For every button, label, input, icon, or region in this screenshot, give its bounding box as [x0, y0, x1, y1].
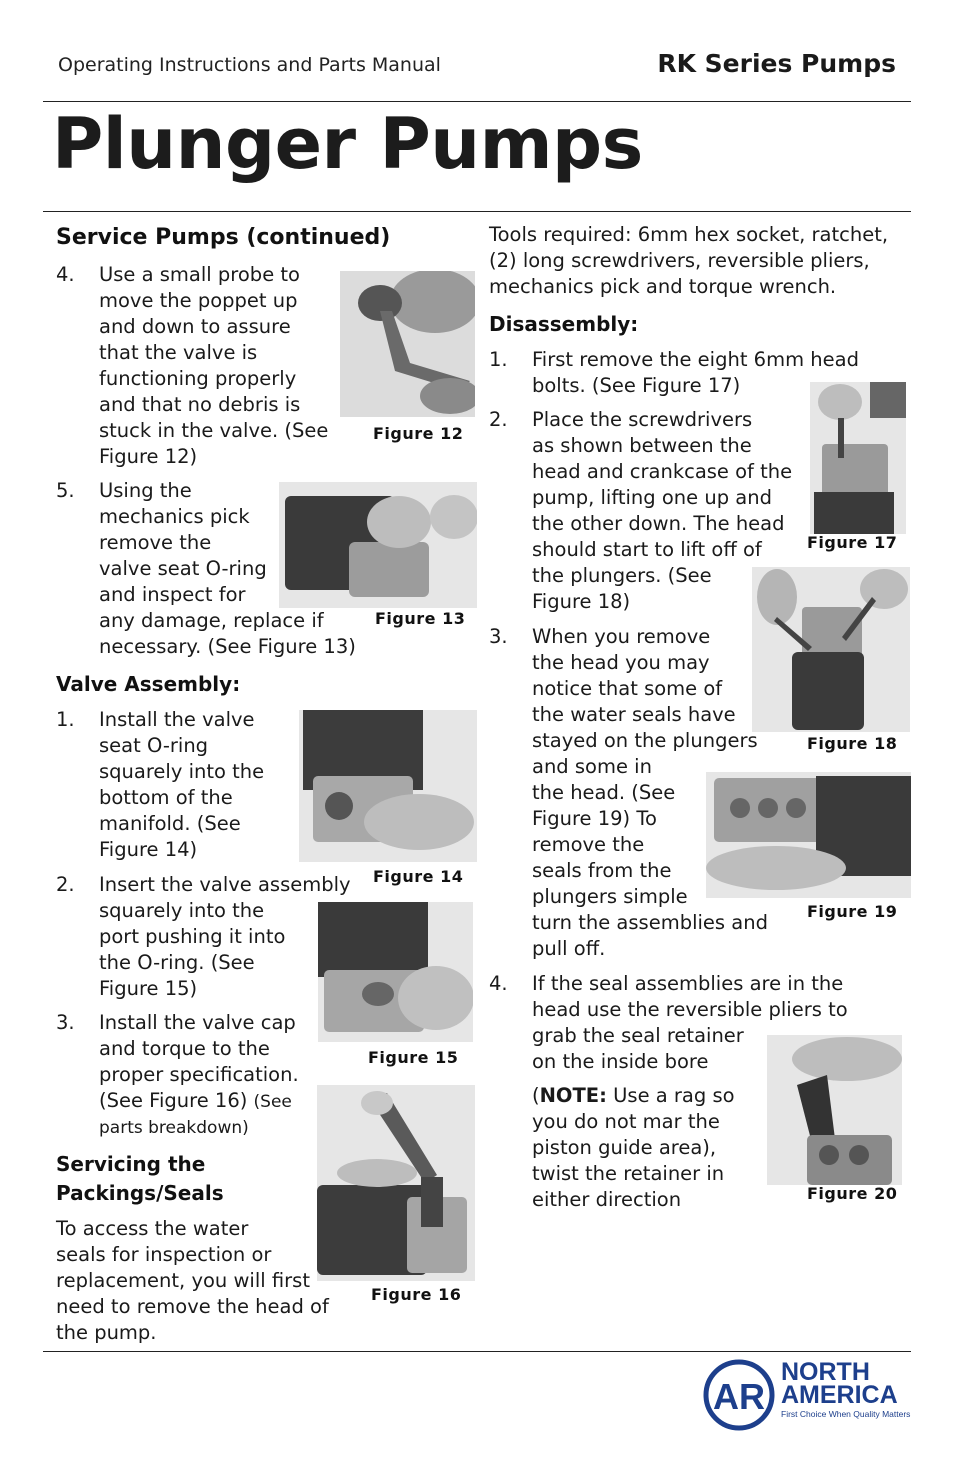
- figure-20-caption: Figure 20: [807, 1184, 898, 1203]
- figure-14-caption: Figure 14: [373, 867, 464, 886]
- valve-step-3-number: 3.: [56, 1011, 75, 1034]
- figure-15-image: [318, 902, 473, 1042]
- valve-assembly-heading: Valve Assembly:: [56, 672, 241, 696]
- figure-19-image: [706, 772, 911, 898]
- logo-north: NORTH: [781, 1358, 870, 1386]
- figure-20-image: [767, 1035, 902, 1185]
- valve-step-2-text: Insert the valve assembly squarely into the port pushing it into the O-ring. (See Figure 15): [99, 873, 351, 1000]
- disassembly-step-1-text: First remove the eight 6mm head bolts. (See Figure 17): [532, 348, 859, 397]
- disassembly-step-2-number: 2.: [489, 408, 508, 431]
- step-4-text: Use a small probe to move the poppet up and down to assure that the valve is functioning properly and that no debris is stuck in the valve. (See Figure 12): [99, 263, 329, 468]
- series-label: RK Series Pumps: [657, 49, 896, 78]
- disassembly-step-3-text: When you remove the head you may notice that some of the water seals have stayed on the plungers and some in the head. (See Figure 19) To remove the seals from the plungers simple turn the assemblies and pull off.: [532, 625, 768, 960]
- footer-rule: [43, 1351, 911, 1352]
- figure-17-image: [810, 382, 906, 534]
- figure-18-caption: Figure 18: [807, 734, 898, 753]
- disassembly-heading: Disassembly:: [489, 312, 639, 336]
- valve-step-1-text: Install the valve seat O-ring squarely into the bottom of the manifold. (See Figure 14): [99, 708, 265, 861]
- disassembly-step-4-number: 4.: [489, 972, 508, 995]
- title-rule: [43, 211, 911, 212]
- logo-tagline: First Choice When Quality Matters: [781, 1409, 911, 1419]
- disassembly-step-2-text: Place the screwdrivers as shown between the head and crankcase of the pump, lifting one up and the other down. The head should start to lift off of the plungers. (See Figure 18): [532, 408, 793, 613]
- figure-14-image: [299, 710, 477, 862]
- figure-12-caption: Figure 12: [373, 424, 464, 443]
- note-label: NOTE:: [539, 1084, 607, 1107]
- valve-step-3-text: Install the valve cap and torque to the proper specification. (See Figure 16) (See parts breakdown): [99, 1011, 299, 1138]
- section-title: Service Pumps (continued): [56, 225, 391, 250]
- valve-step-2-number: 2.: [56, 873, 75, 896]
- page-title: Plunger Pumps: [52, 103, 643, 185]
- step-5-text: Using the mechanics pick remove the valve seat O-ring and inspect for any damage, replace if necessary. (See Figure 13): [99, 479, 356, 658]
- header-rule: [43, 101, 911, 102]
- figure-12-image: [340, 271, 475, 417]
- figure-17-caption: Figure 17: [807, 533, 898, 552]
- tools-required-text: Tools required: 6mm hex socket, ratchet, (2) long screwdrivers, reversible pliers, mechanics pick and torque wrench.: [489, 223, 889, 298]
- servicing-seals-heading: Servicing the Packings/Seals: [56, 1152, 224, 1205]
- manual-type-label: Operating Instructions and Parts Manual: [58, 54, 441, 76]
- valve-step-1-number: 1.: [56, 708, 75, 731]
- servicing-seals-text: To access the water seals for inspection or replacement, you will first need to remove the head of the pump.: [56, 1217, 329, 1344]
- logo-mark-text: AR: [713, 1376, 765, 1417]
- disassembly-step-4-text: If the seal assemblies are in the head use the reversible pliers to grab the seal retainer on the inside bore: [532, 972, 848, 1073]
- step-4-number: 4.: [56, 263, 75, 286]
- figure-13-image: [279, 482, 477, 608]
- logo-america: AMERICA: [781, 1381, 898, 1409]
- note-text: (NOTE: Use a rag so you do not mar the piston guide area), twist the retainer in either direction: [532, 1084, 735, 1211]
- ar-logo-mark: [703, 1359, 775, 1431]
- figure-15-caption: Figure 15: [368, 1048, 459, 1067]
- figure-16-caption: Figure 16: [371, 1285, 462, 1304]
- disassembly-step-1-number: 1.: [489, 348, 508, 371]
- figure-19-caption: Figure 19: [807, 902, 898, 921]
- figure-13-caption: Figure 13: [375, 609, 466, 628]
- step-5-number: 5.: [56, 479, 75, 502]
- disassembly-step-3-number: 3.: [489, 625, 508, 648]
